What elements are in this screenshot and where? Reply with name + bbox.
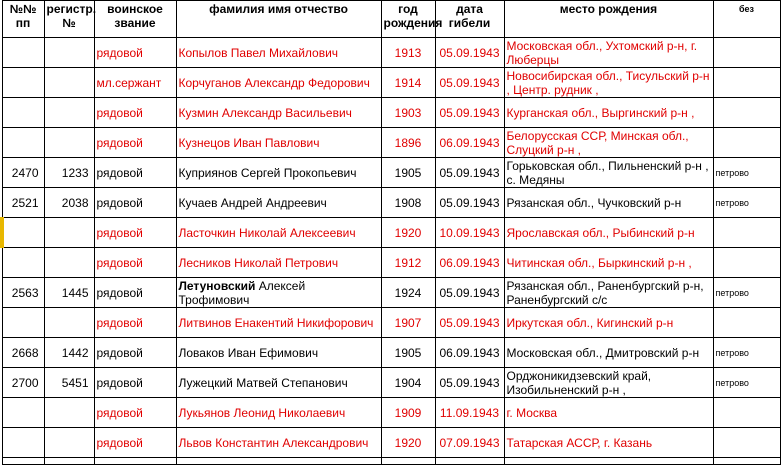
cell-num [2, 398, 44, 428]
table-row [2, 128, 780, 158]
cell-rank: рядовой [94, 98, 176, 128]
cell-birth-year: 1924 [381, 278, 435, 308]
cell-num [2, 308, 44, 338]
header-num: №№ пп [2, 1, 44, 38]
table-row [2, 98, 780, 128]
cell-rank: рядовой [94, 368, 176, 398]
table-row [2, 308, 780, 338]
cell-birth-place: Читинская обл., Быркинский р-н , [504, 248, 713, 278]
header-name: фамилия имя отчество [176, 1, 381, 38]
cell-birth-place: Горьковская обл., Пильненский р-н , с. Медяны [504, 158, 713, 188]
cell-rank: рядовой [94, 158, 176, 188]
cell-name: Кучаев Андрей Андреевич [176, 188, 381, 218]
cell-birth-place: Московская обл., Ухтомский р-н, г. Люберцы [504, 38, 713, 68]
cell-birth-place: г. Москва [504, 398, 713, 428]
cell-death-date: 11.09.1943 [435, 398, 504, 428]
cell-num [2, 98, 44, 128]
cell-reg: 1445 [44, 278, 94, 308]
cell-rank: рядовой [94, 128, 176, 158]
cell-name: Копылов Павел Михайлович [176, 38, 381, 68]
cell-empty [713, 458, 780, 465]
cell-birth-place: Орджоникидзевский край, Изобильненский р-н , [504, 368, 713, 398]
table-row [2, 278, 780, 308]
cell-name: Кузнецов Иван Павлович [176, 128, 381, 158]
cell-birth-year: 1920 [381, 428, 435, 458]
cell-num [2, 218, 44, 248]
table-row-partial [2, 458, 780, 465]
cell-num [2, 38, 44, 68]
cell-name: Куприянов Сергей Прокопьевич [176, 158, 381, 188]
cell-num [2, 68, 44, 98]
cell-name: Литвинов Енакентий Никифорович [176, 308, 381, 338]
cell-name: Корчуганов Александр Федорович [176, 68, 381, 98]
cell-rank: рядовой [94, 338, 176, 368]
cell-reg: 5451 [44, 368, 94, 398]
cell-reg [44, 68, 94, 98]
cell-name: Ласточкин Николай Алексеевич [176, 218, 381, 248]
given-names: Алексей Трофимович [178, 278, 306, 307]
cell-reg [44, 218, 94, 248]
cell-extra [713, 218, 780, 248]
header-rank: воинское звание [94, 1, 176, 38]
cell-extra [713, 248, 780, 278]
cell-death-date: 05.09.1943 [435, 98, 504, 128]
cell-birth-year: 1912 [381, 248, 435, 278]
cell-birth-place: Новосибирская обл., Тисульский р-н , Центр. рудник , [504, 68, 713, 98]
cell-empty [176, 458, 381, 465]
header-birth-place: место рождения [504, 1, 713, 38]
cell-birth-year: 1905 [381, 338, 435, 368]
cell-reg [44, 308, 94, 338]
cell-extra: петрово [713, 368, 780, 398]
cell-birth-year: 1913 [381, 38, 435, 68]
cell-birth-year: 1920 [381, 218, 435, 248]
cell-rank: рядовой [94, 218, 176, 248]
cell-reg [44, 428, 94, 458]
header-reg: регистр. № [44, 1, 94, 38]
cell-death-date: 10.09.1943 [435, 218, 504, 248]
cell-reg [44, 98, 94, 128]
cell-birth-place: Рязанская обл., Раненбургский р-н, Раненбургский с/с [504, 278, 713, 308]
cell-num: 2700 [2, 368, 44, 398]
cell-num: 2668 [2, 338, 44, 368]
cell-reg: 1233 [44, 158, 94, 188]
table-row [2, 38, 780, 68]
cell-birth-year: 1909 [381, 398, 435, 428]
cell-birth-place: Курганская обл., Выргинский р-н , [504, 98, 713, 128]
cell-extra [713, 98, 780, 128]
cell-reg [44, 128, 94, 158]
cell-extra [713, 398, 780, 428]
cell-rank: рядовой [94, 278, 176, 308]
cell-name: Ловаков Иван Ефимович [176, 338, 381, 368]
cell-birth-year: 1907 [381, 308, 435, 338]
cell-birth-place: Татарская АССР, г. Казань [504, 428, 713, 458]
cell-extra [713, 68, 780, 98]
cell-death-date: 05.09.1943 [435, 68, 504, 98]
cell-birth-place: Иркутская обл., Кигинский р-н [504, 308, 713, 338]
cell-empty [435, 458, 504, 465]
cell-name: Кузмин Александр Васильевич [176, 98, 381, 128]
table-row [2, 368, 780, 398]
cell-num: 2470 [2, 158, 44, 188]
header-extra: без [713, 1, 780, 38]
cell-extra [713, 428, 780, 458]
table-row [2, 218, 780, 248]
cell-empty [94, 458, 176, 465]
cell-extra: петрово [713, 158, 780, 188]
cell-num [2, 248, 44, 278]
cell-num [2, 128, 44, 158]
cell-rank: мл.сержант [94, 68, 176, 98]
cell-birth-year: 1914 [381, 68, 435, 98]
cell-num [2, 428, 44, 458]
cell-death-date: 05.09.1943 [435, 368, 504, 398]
cell-birth-place: Ярославская обл., Рыбинский р-н [504, 218, 713, 248]
cell-death-date: 05.09.1943 [435, 188, 504, 218]
cell-birth-place: Московская обл., Дмитровский р-н [504, 338, 713, 368]
cell-extra [713, 38, 780, 68]
cell-reg: 1442 [44, 338, 94, 368]
header-birth-year: год рождения [381, 1, 435, 38]
cell-death-date: 05.09.1943 [435, 158, 504, 188]
table-row [2, 338, 780, 368]
cell-reg: 2038 [44, 188, 94, 218]
cell-empty [504, 458, 713, 465]
cell-birth-year: 1896 [381, 128, 435, 158]
cell-rank: рядовой [94, 308, 176, 338]
table-row [2, 188, 780, 218]
table-row [2, 158, 780, 188]
cell-name [176, 278, 381, 308]
cell-death-date: 07.09.1943 [435, 428, 504, 458]
cell-rank: рядовой [94, 428, 176, 458]
cell-birth-year: 1903 [381, 98, 435, 128]
cell-rank: рядовой [94, 188, 176, 218]
cell-reg [44, 248, 94, 278]
cell-birth-year: 1908 [381, 188, 435, 218]
header-row [2, 1, 780, 38]
cell-extra [713, 128, 780, 158]
cell-death-date: 05.09.1943 [435, 278, 504, 308]
cell-empty [44, 458, 94, 465]
cell-birth-place: Белорусская ССР, Минская обл., Слуцкий р-н , [504, 128, 713, 158]
cell-reg [44, 398, 94, 428]
cell-reg [44, 38, 94, 68]
cell-rank: рядовой [94, 38, 176, 68]
cell-extra: петрово [713, 338, 780, 368]
cell-name: Лесников Николай Петрович [176, 248, 381, 278]
cell-death-date: 06.09.1943 [435, 338, 504, 368]
table-row [2, 68, 780, 98]
cell-death-date: 05.09.1943 [435, 38, 504, 68]
table-row [2, 248, 780, 278]
cell-death-date: 06.09.1943 [435, 128, 504, 158]
cell-death-date: 06.09.1943 [435, 248, 504, 278]
cell-birth-place: Рязанская обл., Чучковский р-н [504, 188, 713, 218]
cell-death-date: 05.09.1943 [435, 308, 504, 338]
table-row [2, 398, 780, 428]
cell-name: Львов Константин Александрович [176, 428, 381, 458]
cell-name: Лукьянов Леонид Николаевич [176, 398, 381, 428]
cell-empty [381, 458, 435, 465]
header-death-date: дата гибели [435, 1, 504, 38]
table-row [2, 428, 780, 458]
cell-extra: петрово [713, 278, 780, 308]
surname: Летуновский [178, 278, 256, 293]
cell-num: 2563 [2, 278, 44, 308]
cell-name: Лужецкий Матвей Степанович [176, 368, 381, 398]
cell-extra: петрово [713, 188, 780, 218]
cell-rank: рядовой [94, 248, 176, 278]
cell-birth-year: 1904 [381, 368, 435, 398]
cell-rank: рядовой [94, 398, 176, 428]
cell-empty [2, 458, 44, 465]
cell-extra [713, 308, 780, 338]
cell-num: 2521 [2, 188, 44, 218]
cell-birth-year: 1905 [381, 158, 435, 188]
